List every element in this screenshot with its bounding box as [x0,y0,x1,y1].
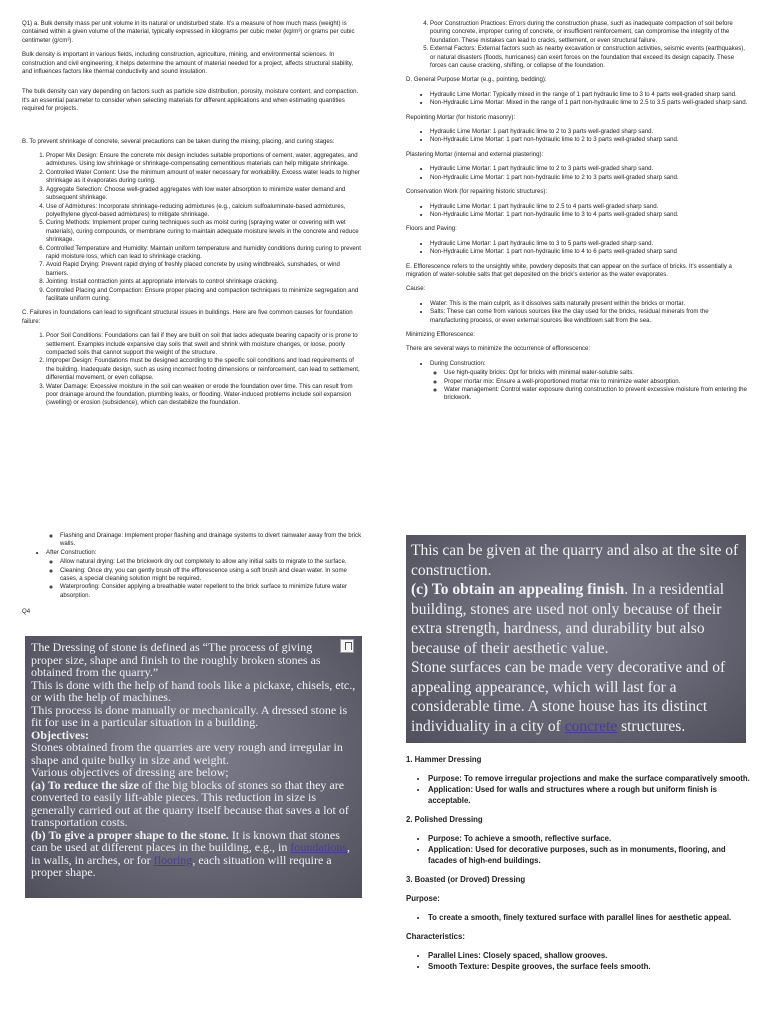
objective-a [31,779,356,829]
list-item: ◦ Proper mortar mix: Ensure a well-proportioned mortar mix to minimize water absorption. [444,378,748,386]
photo-text-span: structures. [617,717,686,735]
minimizing-title: Minimizing Efflorescence: [406,330,475,338]
sub-list [46,532,362,549]
during-construction-label: During Construction: [430,359,486,367]
list-item: • Parallel Lines: Closely spaced, shallow grooves. [428,950,750,961]
list-item: 1. Poor Soil Conditions: Foundations can fail if they are built on soil that lacks adequate bearing capacity or is prone to settlement. Examples include expansive clay soils that swell and shrink with moisture changes, or loose, poorly compacted soils that cannot support the weight of the structure. [46,332,362,357]
list-item: • Water: This is the main culprit, as it dissolves salts naturally present within the bricks or mortar. [430,300,748,308]
list-item: • Non-Hydraulic Lime Mortar: 1 part non-hydraulic lime to 2 to 3 parts well-graded sharp sand. [430,136,748,144]
q1-paragraph-2: Bulk density is important in various fields, including construction, agriculture, mining, and environmental sciences. In construction and civil engineering, it helps determine the amount of material needed for a project, affects structural stability, and influences factors like thermal conductivity and sound insulation. [22,51,354,76]
cause-list [406,300,748,325]
section-c-list [22,332,362,408]
list-item: • Salts: These can come from various sources like the clay used for the bricks, residual minerals from the manufacturing process, or even external sources like windblown salt from the sea. [430,308,748,325]
repointing-title: Repointing Mortar (for historic masonry): [406,113,516,121]
page-top-left [22,20,362,480]
section-d-title: D. General Purpose Mortar (e.g., pointing, bedding): [406,76,547,84]
list-item: • Hydraulic Lime Mortar: Typically mixed in the range of 1 part hydraulic lime to 3 to 4 parts well-graded sharp sand. [430,91,748,99]
objective-c [411,580,741,658]
section-c-intro: C. Failures in foundations can lead to significant structural issues in buildings. Here are five common causes for foundation failure: [22,309,353,325]
list-item: 9. Controlled Placing and Compaction: Ensure proper placing and compaction techniques to minimize segregation and facilitate uniform curing. [46,287,362,304]
characteristics-list [406,950,750,972]
conservation-list [406,203,748,220]
list-item: • To create a smooth, finely textured surface with parallel lines for aesthetic appeal. [428,912,750,923]
list-item: ◦ Use high-quality bricks: Opt for bricks with minimal water-soluble salts. [444,369,748,377]
list-item: 2. Controlled Water Content: Use the minimum amount of water necessary for workability. Excess water leads to higher shrinkage as it evaporates during curing. [46,169,362,186]
section-c-list-continued [406,20,748,70]
plastering-list [406,165,748,182]
photo-text: Various objectives of dressing are below; [31,765,229,779]
list-item: ◦ Flashing and Drainage: Implement proper flashing and drainage systems to divert rainwater away from the brick walls. [60,532,362,549]
list-item: • Non-Hydraulic Lime Mortar: Mixed in the range of 1 part non-hydraulic lime to 2.5 to 3.5 parts well-graded sharp sand. [430,99,748,107]
list-item: • Non-Hydraulic Lime Mortar: 1 part non-hydraulic lime to 2 to 3 parts well-graded sharp sand. [430,174,748,182]
list-item: ◦ Allow natural drying: Let the brickwork dry out completely to allow any initial salts to migrate to the surface. [60,558,362,566]
photo-text [411,658,741,736]
conservation-title: Conservation Work (for repairing historic structures): [406,188,548,196]
list-item: 4. Poor Construction Practices: Errors during the construction phase, such as inadequate compaction of soil before pouring concrete, improper curing of concrete, or insufficient reinforcement, can compromise the integrity of the foundation. These mistakes can lead to cracks, settlement, or even structural failure. [430,20,748,45]
objective-b-body: , in walls, in arches, or for [31,840,351,867]
boasted-dressing-heading: 3. Boasted (or Droved) Dressing [406,875,526,884]
list-item: • Application: Used for decorative purposes, such as in monuments, flooring, and facades of high-end buildings. [428,844,750,866]
list-item: • Non-Hydraulic Lime Mortar: 1 part non-hydraulic lime to 3 to 4 parts well-graded sharp sand. [430,211,748,219]
objective-b-body: , each situation will require a proper shape. [31,852,332,879]
polished-dressing-heading: 2. Polished Dressing [406,815,483,824]
stone-dressing-photo-left [25,636,362,898]
minimizing-intro: There are several ways to minimize the occurrence of efflorescence: [406,345,591,353]
q1-paragraph-1: Q1) a. Bulk density mass per unit volume in its natural or undisturbed state. It's a measure of how much mass (weight) is contained within a given volume of the material, typically expressed in kilograms per cubic meter (kg/m³) or grams per cubic centimeter (g/cm³). [22,20,355,44]
hammer-dressing-heading: 1. Hammer Dressing [406,755,482,764]
photo-text: This can be given at the quarry and also at the site of construction. [411,542,739,579]
list-item: 6. Controlled Temperature and Humidity: Maintain uniform temperature and humidity conditions during curing to prevent rapid moisture loss, which can lead to shrinkage cracking. [46,245,362,262]
page-bottom-left [22,532,362,628]
hammer-dressing-list [406,773,750,806]
list-item: ◦ Cleaning: Once dry, you can gently brush off the efflorescence using a soft brush and clean water. In some cases, a special cleaning solution might be required. [60,567,362,584]
list-item: 7. Avoid Rapid Drying: Prevent rapid drying of freshly placed concrete by using windbreaks, sunshades, or wind barriers. [46,261,362,278]
concrete-link[interactable]: concrete [564,717,618,735]
foundations-link[interactable]: foundations [290,840,348,854]
list-item: • Hydraulic Lime Mortar: 1 part hydraulic lime to 2 to 3 parts well-graded sharp sand. [430,165,748,173]
section-e-intro: E. Efflorescence refers to the unsightly white, powdery deposits that can appear on the surface of bricks. It's essentially a migration of water-soluble salts that get deposited on the brick's exterior as the water evaporates. [406,262,732,278]
list-item: • Hydraulic Lime Mortar: 1 part hydraulic lime to 3 to 5 parts well-graded sharp sand. [430,240,748,248]
dressing-types [406,754,750,1016]
list-item: • Hydraulic Lime Mortar: 1 part hydraulic lime to 2 to 3 parts well-graded sharp sand. [430,128,748,136]
repointing-list [406,128,748,145]
objective-b [31,829,356,879]
list-item: • Application: Used for walls and structures where a rough but uniform finish is acceptable. [428,784,750,806]
photo-text: This is done with the help of hand tools like a pickaxe, chisels, etc., or with the help of machines. [31,677,356,704]
page-top-right [406,20,748,490]
list-item: 4. Use of Admixtures: Incorporate shrinkage-reducing admixtures (e.g., calcium sulfoaluminate-based admixtures, polyethylene glycol-based admixtures) to mitigate shrinkage. [46,203,362,220]
polished-dressing-list [406,833,750,866]
floors-title: Floors and Paving: [406,225,457,233]
purpose-label: Purpose: [406,894,440,903]
q1-paragraph-3: The bulk density can vary depending on factors such as particle size distribution, porosity, moisture content, and compaction. It's an essential parameter to consider when selecting materials for different applications and when estimating quantities required for projects. [22,88,359,113]
list-item: 8. Jointing: Install contraction joints at appropriate intervals to control shrinkage cracking. [46,278,362,286]
cause-title: Cause: [406,285,426,293]
efflorescence-continued-list [22,532,362,600]
photo-text: Stones obtained from the quarries are very rough and irregular in shape and quite bulky in size and weight. [31,740,343,767]
list-item: ◦ Waterproofing: Consider applying a breathable water repellent to the brick surface to minimize future water absorption. [60,583,362,600]
section-b-intro: B. To prevent shrinkage of concrete, several precautions can be taken during the mixing, placing, and curing stages: [22,137,335,145]
objective-a-body: of the big blocks of stones so that they are converted to easily lift-able pieces. This reduction in size is generally carried out at the quarry itself because that saves a lot of transportation costs. [31,777,349,829]
photo-text: The Dressing of stone is defined as “The process of giving proper size, shape and finish to the roughly broken stones as obtained from the quarry.” [31,640,321,679]
photo-text-span: Stone surfaces can be made very decorative and of appealing appearance, which will last for a considerable time. A stone house has its distinct individuality in a city of [411,659,726,735]
list-item: 1. Proper Mix Design: Ensure the concrete mix design includes suitable proportions of cement, water, aggregates, and admixtures. Using low shrinkage or shrinkage-compensating cementitious materials can help mitigate shrinkage. [46,152,362,169]
list-item: 3. Aggregate Selection: Choose well-graded aggregates with low water absorption to minimize water demand and subsequent shrinkage. [46,186,362,203]
list-item: 2. Improper Design: Foundations must be designed according to the specific soil conditions and load requirements of the building. Inadequate design, such as using incorrect footing dimensions or reinforcement, can lead to settlement, differential movement, or even collapse. [46,357,362,382]
floors-list [406,240,748,257]
list-item: • Hydraulic Lime Mortar: 1 part hydraulic lime to 2.5 to 4 parts well-graded sharp sand. [430,203,748,211]
section-d-list [406,91,748,108]
during-construction-list [430,369,748,403]
characteristics-label: Characteristics: [406,932,465,941]
section-b-list [22,152,362,303]
objective-c-heading: (c) To obtain an appealing finish [411,581,625,598]
list-item: 5. External Factors: External factors such as nearby excavation or construction activities, seismic events (earthquakes), or natural disasters (floods, hurricanes) can exert forces on the foundation that exceed its design capacity. These forces can cause cracking, shifting, or collapse of the foundation. [430,45,748,70]
list-item [430,360,748,403]
objective-b-body: It is known that stones can be used at different places in the building, e.g., in [31,827,340,854]
flooring-link[interactable]: flooring [153,852,193,867]
list-item: 5. Curing Methods: Implement proper curing techniques such as moist curing (spraying water or covering with wet materials), curing compounds, or membrane curing to maintain adequate moisture levels in the concrete and reduce shrinkage. [46,219,362,244]
minimizing-list [406,360,748,403]
objective-a-heading: (a) To reduce the size [31,777,139,792]
plastering-title: Plastering Mortar (internal and external plastering): [406,150,544,158]
list-item: • Smooth Texture: Despite grooves, the surface feels smooth. [428,961,750,972]
after-construction-label: After Construction: [46,548,97,556]
list-item [46,549,362,600]
objective-c-body: . In a residential building, stones are used not only because of their extra strength, hardness, and durability but also because of their aesthetic value. [411,581,725,657]
photo-text: This process is done manually or mechanically. A dressed stone is fit for use in a particular situation in a building. [31,702,348,729]
list-item: • Purpose: To achieve a smooth, reflective surface. [428,833,750,844]
list-item: • Purpose: To remove irregular projections and make the surface comparatively smooth. [428,773,750,784]
purpose-list [406,912,750,923]
bookmark-icon[interactable] [340,639,354,653]
objective-b-heading: (b) To give a proper shape to the stone. [31,827,229,842]
stone-dressing-photo-right [406,535,746,743]
list-item: • Non-Hydraulic Lime Mortar: 1 part non-hydraulic lime to 4 to 6 parts well-graded sharp sand [430,248,748,256]
after-construction-list [46,558,362,600]
q4-label: Q4 [22,608,31,616]
list-item [46,532,362,549]
list-item: ◦ Water management: Control water exposure during construction to prevent excessive moisture from entering the brickwork. [444,386,748,403]
objectives-heading: Objectives: [31,727,89,742]
list-item: 3. Water Damage: Excessive moisture in the soil can weaken or erode the foundation over time. This can result from poor drainage around the foundation, plumbing leaks, or flooding. Water-induced problems include soil expansion (swelling) or erosion (subsidence), which can destabilize the foundation. [46,383,362,408]
